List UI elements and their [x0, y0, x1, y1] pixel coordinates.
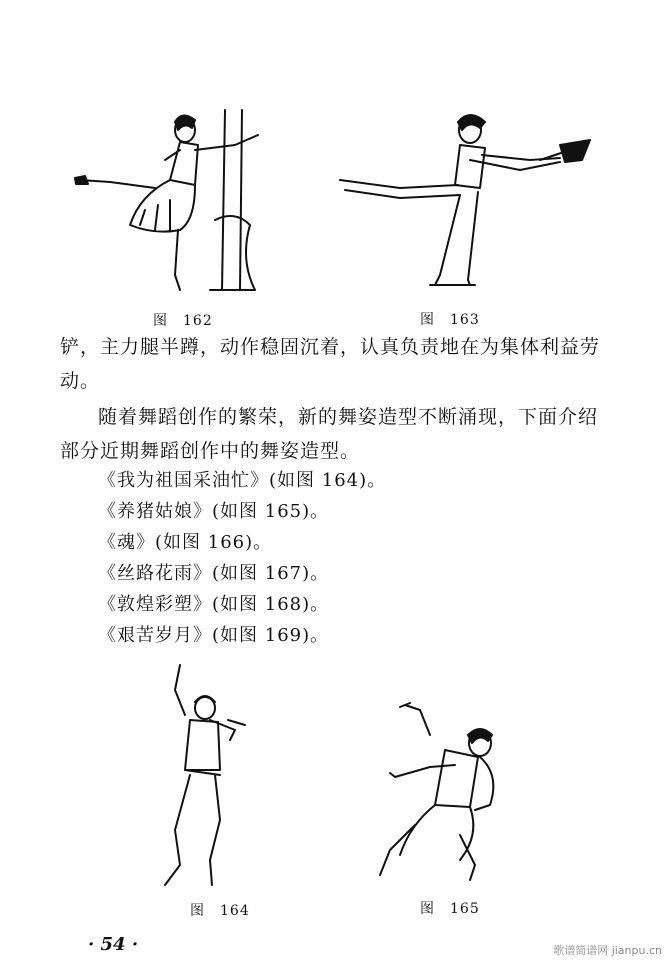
- paragraph-1-line-2: 动。: [60, 370, 101, 392]
- list-item: 《魂》(如图 166)。: [98, 532, 273, 553]
- list-item: 《艰苦岁月》(如图 169)。: [98, 625, 330, 646]
- figure-165-illustration: [360, 695, 530, 885]
- figure-163-caption: 图 163: [420, 312, 480, 328]
- paragraph-2-line-2: 部分近期舞蹈创作中的舞姿造型。: [60, 440, 361, 462]
- paragraph-2-line-1: 随着舞蹈创作的繁荣，新的舞姿造型不断涌现，下面介绍: [98, 406, 599, 428]
- list-item: 《养猪姑娘》(如图 165)。: [98, 501, 330, 522]
- page-number: · 54 ·: [88, 934, 139, 955]
- figure-162-illustration: [70, 100, 270, 300]
- figure-162-caption: 图 162: [153, 313, 213, 329]
- figure-165-caption: 图 165: [420, 901, 480, 917]
- list-item: 《敦煌彩塑》(如图 168)。: [98, 594, 330, 615]
- figure-164-illustration: [140, 660, 270, 890]
- figure-163-illustration: [320, 100, 600, 300]
- list-item: 《丝路花雨》(如图 167)。: [98, 563, 330, 584]
- figure-164-caption: 图 164: [190, 903, 250, 919]
- watermark: 歌谱简谱网 jianpu.cn: [553, 944, 662, 957]
- list-item: 《我为祖国采油忙》(如图 164)。: [98, 470, 387, 491]
- paragraph-1-line-1: 铲，主力腿半蹲，动作稳固沉着，认真负责地在为集体利益劳: [60, 336, 601, 358]
